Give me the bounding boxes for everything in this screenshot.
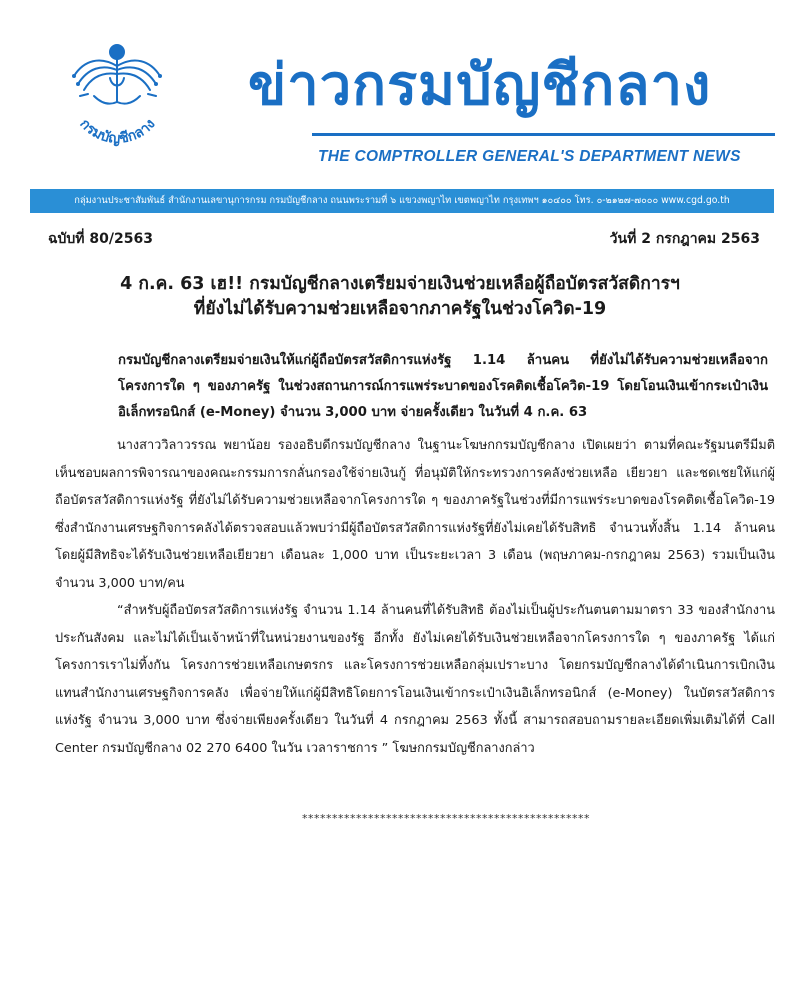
headline-line-1: 4 ก.ค. 63 เฮ!! กรมบัญชีกลางเตรียมจ่ายเงินช่วยเหลือผู้ถือบัตรสวัสดิการฯ [120, 274, 680, 294]
headline-line-2: ที่ยังไม่ได้รับความช่วยเหลือจากภาครัฐในช่วงโควิด-19 [193, 299, 607, 319]
issue-date: วันที่ 2 กรกฎาคม 2563 [609, 231, 760, 247]
summary-lead: กรมบัญชีกลางเตรียมจ่ายเงินให้แก่ผู้ถือบัตรสวัสดิการแห่งรัฐ 1.14 ล้านคน ที่ยังไม่ได้รับความช่วยเหลือจากโครงการใด ๆ ของภาครัฐ ในช่วงสถานการณ์การแพร่ระบาดของโรคติดเชื้อโควิด-19 โดยโอนเงินเข้ากระเป๋าเงินอิเล็กทรอนิกส์ (e-Money) จำนวน 3,000 บาท จ่ายครั้งเดียว ในวันที่ 4 ก.ค. 63 [118, 353, 768, 420]
svg-text:กรมบัญชีกลาง [76, 116, 158, 147]
address-bar: กลุ่มงานประชาสัมพันธ์ สำนักงานเลขานุการกรม กรมบัญชีกลาง ถนนพระรามที่ ๖ แขวงพญาไท เขตพญาไท กรุงเทพฯ ๑๐๔๐๐ โทร. ๐-๒๑๒๗-๗๐๐๐ www.cgd.go.th [30, 189, 774, 213]
logo-caption: กรมบัญชีกลาง [76, 116, 159, 148]
masthead-rule [312, 133, 775, 136]
body-paragraph-1-text: นางสาววิลาวรรณ พยาน้อย รองอธิบดีกรมบัญชีกลาง ในฐานะโฆษกกรมบัญชีกลาง เปิดเผยว่า ตามที่คณะรัฐมนตรีมีมติเห็นชอบผลการพิจารณาของคณะกรรมการกลั่นกรองใช้จ่ายเงินกู้ ที่อนุมัติให้กระทรวงการคลังช่วยเหลือ เยียวยา และชดเชยให้แก่ผู้ถือบัตรสวัสดิการแห่งรัฐ ที่ยังไม่ได้รับความช่วยเหลือจากโครงการใด ๆ ของภาครัฐในช่วงที่มีการแพร่ระบาดของโรคติดเชื้อโควิด-19 ซึ่งสำนักงานเศรษฐกิจการคลังได้ตรวจสอบแล้วพบว่ามีผู้ถือบัตรสวัสดิการแห่งรัฐที่ยังไม่เคยได้รับสิทธิ จำนวนทั้งสิ้น 1.14 ล้านคน โดยผู้มีสิทธิจะได้รับเงินช่วยเหลือเยียวยา เดือนละ 1,000 บาท เป็นระยะเวลา 3 เดือน (พฤษภาคม-กรกฎาคม 2563) รวมเป็นเงินจำนวน 3,000 บาท/คน [55, 438, 775, 591]
issue-number: ฉบับที่ 80/2563 [48, 231, 153, 247]
end-marker: ************************************************ [302, 812, 590, 825]
masthead-subtitle: THE COMPTROLLER GENERAL'S DEPARTMENT NEWS [318, 148, 741, 165]
headline [40, 272, 760, 322]
department-logo [60, 32, 175, 152]
masthead-title: ข่าวกรมบัญชีกลาง [248, 53, 712, 118]
body-paragraph-1 [55, 432, 775, 597]
body-paragraph-2 [55, 597, 775, 762]
body-paragraph-2-text: “สำหรับผู้ถือบัตรสวัสดิการแห่งรัฐ จำนวน 1.14 ล้านคนที่ได้รับสิทธิ ต้องไม่เป็นผู้ประกันตนตามมาตรา 33 ของสำนักงานประกันสังคม และไม่ได้เป็นเจ้าหน้าที่ในหน่วยงานของรัฐ อีกทั้ง ยังไม่เคยได้รับเงินช่วยเหลือจากโครงการใด ๆ ของภาครัฐ ได้แก่ โครงการเราไม่ทิ้งกัน โครงการช่วยเหลือเกษตรกร และโครงการช่วยเหลือกลุ่มเปราะบาง โดยกรมบัญชีกลางได้ดำเนินการเบิกเงินแทนสำนักงานเศรษฐกิจการคลัง เพื่อจ่ายให้แก่ผู้มีสิทธิโดยการโอนเงินเข้ากระเป๋าเงินอิเล็กทรอนิกส์ (e-Money) ในบัตรสวัสดิการแห่งรัฐ จำนวน 3,000 บาท ซึ่งจ่ายเพียงครั้งเดียว ในวันที่ 4 กรกฎาคม 2563 ทั้งนี้ สามารถสอบถามรายละเอียดเพิ่มเติมได้ที่ Call Center กรมบัญชีกลาง 02 270 6400 ในวัน เวลาราชการ ” โฆษกกรมบัญชีกลางกล่าว [55, 603, 775, 756]
